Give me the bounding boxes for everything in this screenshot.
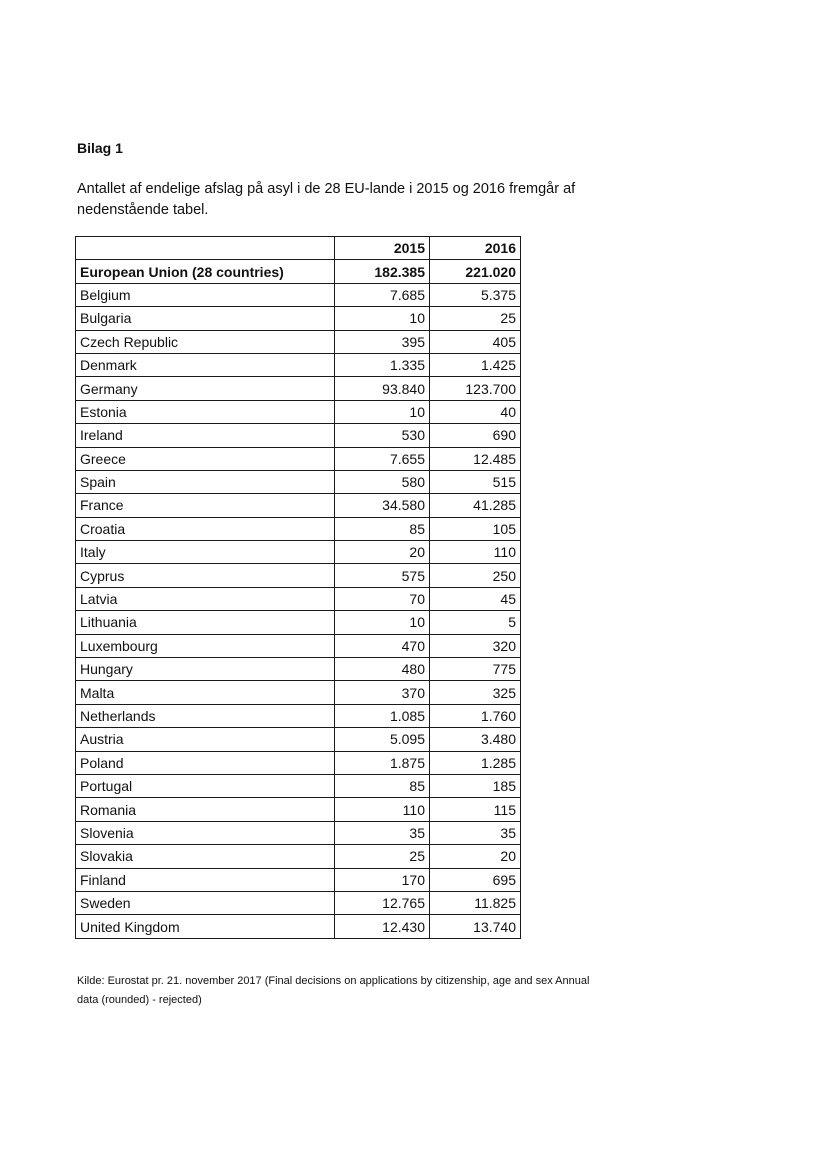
value-2015-cell: 25 [335, 845, 430, 868]
value-2015-cell: 7.655 [335, 447, 430, 470]
country-cell: United Kingdom [76, 915, 335, 938]
value-2016-cell: 1.425 [430, 353, 521, 376]
country-cell: Netherlands [76, 704, 335, 727]
value-2015-cell: 7.685 [335, 283, 430, 306]
table-row [76, 728, 521, 751]
table-row [76, 307, 521, 330]
country-cell: European Union (28 countries) [76, 260, 335, 283]
value-2015-cell: 470 [335, 634, 430, 657]
header-row [76, 237, 521, 260]
document-heading: Bilag 1 [77, 140, 123, 156]
country-cell: Lithuania [76, 611, 335, 634]
value-2015-cell: 182.385 [335, 260, 430, 283]
country-cell: Bulgaria [76, 307, 335, 330]
country-cell: Austria [76, 728, 335, 751]
value-2016-cell: 250 [430, 564, 521, 587]
country-cell: Slovenia [76, 821, 335, 844]
value-2016-cell: 221.020 [430, 260, 521, 283]
value-2015-cell: 34.580 [335, 494, 430, 517]
value-2015-cell: 575 [335, 564, 430, 587]
value-2016-cell: 690 [430, 424, 521, 447]
value-2015-cell: 110 [335, 798, 430, 821]
country-cell: Greece [76, 447, 335, 470]
value-2015-cell: 93.840 [335, 377, 430, 400]
country-cell: Estonia [76, 400, 335, 423]
country-cell: Latvia [76, 587, 335, 610]
value-2016-cell: 20 [430, 845, 521, 868]
value-2016-cell: 45 [430, 587, 521, 610]
table-row [76, 611, 521, 634]
table-row [76, 868, 521, 891]
country-cell: Czech Republic [76, 330, 335, 353]
table-row [76, 447, 521, 470]
value-2015-cell: 370 [335, 681, 430, 704]
value-2015-cell: 530 [335, 424, 430, 447]
value-2015-cell: 35 [335, 821, 430, 844]
value-2015-cell: 1.875 [335, 751, 430, 774]
value-2016-cell: 320 [430, 634, 521, 657]
value-2015-cell: 5.095 [335, 728, 430, 751]
value-2016-cell: 41.285 [430, 494, 521, 517]
intro-paragraph: Antallet af endelige afslag på asyl i de 28 EU-lande i 2015 og 2016 fremgår af nedenstående tabel. [77, 181, 576, 218]
source-note: Kilde: Eurostat pr. 21. november 2017 (Final decisions on applications by citizenship, age and sex Annual data (rounded) - rejected) [77, 975, 590, 1006]
country-cell: Germany [76, 377, 335, 400]
country-cell: Spain [76, 470, 335, 493]
value-2016-cell: 110 [430, 541, 521, 564]
total-row [76, 260, 521, 283]
header-2016-cell: 2016 [430, 237, 521, 260]
country-cell: Sweden [76, 891, 335, 914]
country-cell: Finland [76, 868, 335, 891]
value-2016-cell: 40 [430, 400, 521, 423]
table-row [76, 587, 521, 610]
value-2016-cell: 185 [430, 774, 521, 797]
table-row [76, 494, 521, 517]
country-cell: France [76, 494, 335, 517]
table-row [76, 283, 521, 306]
country-cell: Cyprus [76, 564, 335, 587]
value-2016-cell: 515 [430, 470, 521, 493]
value-2015-cell: 20 [335, 541, 430, 564]
table-row [76, 751, 521, 774]
value-2015-cell: 12.765 [335, 891, 430, 914]
table-row [76, 634, 521, 657]
table-row [76, 353, 521, 376]
value-2016-cell: 5.375 [430, 283, 521, 306]
value-2016-cell: 25 [430, 307, 521, 330]
value-2015-cell: 10 [335, 611, 430, 634]
value-2016-cell: 105 [430, 517, 521, 540]
table-row [76, 681, 521, 704]
value-2015-cell: 580 [335, 470, 430, 493]
country-cell: Belgium [76, 283, 335, 306]
value-2016-cell: 35 [430, 821, 521, 844]
table-row [76, 470, 521, 493]
value-2016-cell: 115 [430, 798, 521, 821]
country-cell: Portugal [76, 774, 335, 797]
value-2016-cell: 5 [430, 611, 521, 634]
country-cell: Romania [76, 798, 335, 821]
table-row [76, 400, 521, 423]
value-2015-cell: 1.085 [335, 704, 430, 727]
table-row [76, 798, 521, 821]
table-row [76, 658, 521, 681]
table-row [76, 774, 521, 797]
value-2015-cell: 10 [335, 307, 430, 330]
table-row [76, 564, 521, 587]
value-2015-cell: 1.335 [335, 353, 430, 376]
table-row [76, 891, 521, 914]
value-2015-cell: 85 [335, 517, 430, 540]
value-2015-cell: 170 [335, 868, 430, 891]
value-2015-cell: 395 [335, 330, 430, 353]
value-2016-cell: 11.825 [430, 891, 521, 914]
value-2015-cell: 85 [335, 774, 430, 797]
value-2016-cell: 775 [430, 658, 521, 681]
value-2016-cell: 13.740 [430, 915, 521, 938]
value-2016-cell: 695 [430, 868, 521, 891]
table-row [76, 915, 521, 938]
table-row [76, 377, 521, 400]
header-2015-cell: 2015 [335, 237, 430, 260]
value-2016-cell: 1.760 [430, 704, 521, 727]
value-2016-cell: 12.485 [430, 447, 521, 470]
value-2015-cell: 10 [335, 400, 430, 423]
value-2016-cell: 325 [430, 681, 521, 704]
table-body [76, 260, 521, 938]
table-header [76, 237, 521, 260]
table-row [76, 330, 521, 353]
table-row [76, 845, 521, 868]
value-2016-cell: 1.285 [430, 751, 521, 774]
value-2016-cell: 3.480 [430, 728, 521, 751]
table-row [76, 517, 521, 540]
table-row [76, 541, 521, 564]
table-row [76, 704, 521, 727]
country-cell: Poland [76, 751, 335, 774]
country-cell: Hungary [76, 658, 335, 681]
value-2015-cell: 12.430 [335, 915, 430, 938]
country-cell: Malta [76, 681, 335, 704]
header-country-cell [76, 237, 335, 260]
country-cell: Italy [76, 541, 335, 564]
table-row [76, 424, 521, 447]
value-2015-cell: 70 [335, 587, 430, 610]
country-cell: Denmark [76, 353, 335, 376]
country-cell: Ireland [76, 424, 335, 447]
country-cell: Slovakia [76, 845, 335, 868]
country-cell: Luxembourg [76, 634, 335, 657]
value-2016-cell: 123.700 [430, 377, 521, 400]
asylum-rejections-table [75, 236, 521, 939]
value-2016-cell: 405 [430, 330, 521, 353]
value-2015-cell: 480 [335, 658, 430, 681]
country-cell: Croatia [76, 517, 335, 540]
table-row [76, 821, 521, 844]
